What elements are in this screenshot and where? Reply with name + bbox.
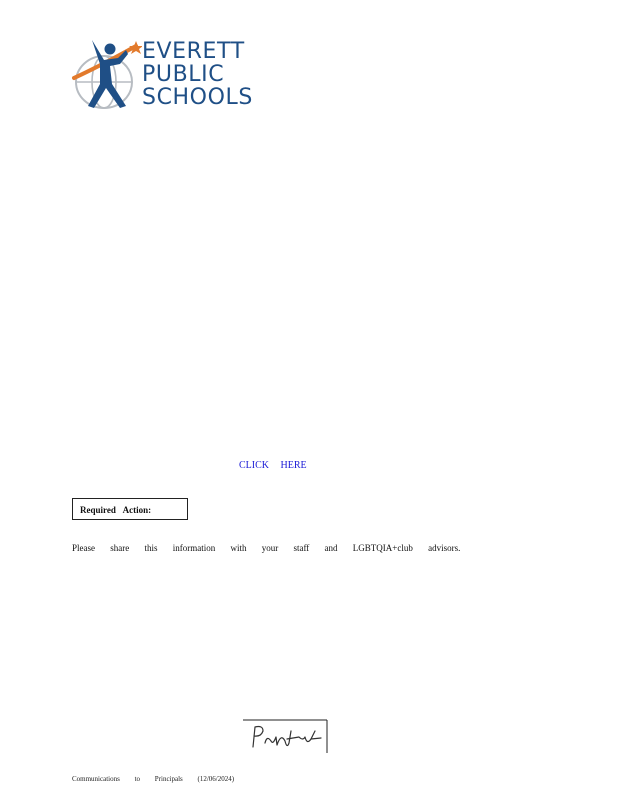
logo-text-line-3: SCHOOLS: [142, 85, 253, 110]
click-here-link[interactable]: CLICK HERE: [239, 460, 307, 471]
footer-text: Communications to Principals (12/06/2024): [72, 775, 235, 783]
signature-icon: [243, 719, 329, 753]
district-logo-icon: [70, 36, 142, 112]
signature-block: [243, 719, 329, 753]
body-paragraph: Please share this information with your staff and LGBTQIA+club advisors.: [72, 543, 461, 553]
required-action-box: [72, 498, 188, 520]
required-action-label: Required Action:: [80, 505, 152, 515]
district-logo: [70, 36, 252, 112]
logo-text-line-1: EVERETT: [142, 39, 245, 64]
logo-text-line-2: PUBLIC: [142, 62, 225, 87]
